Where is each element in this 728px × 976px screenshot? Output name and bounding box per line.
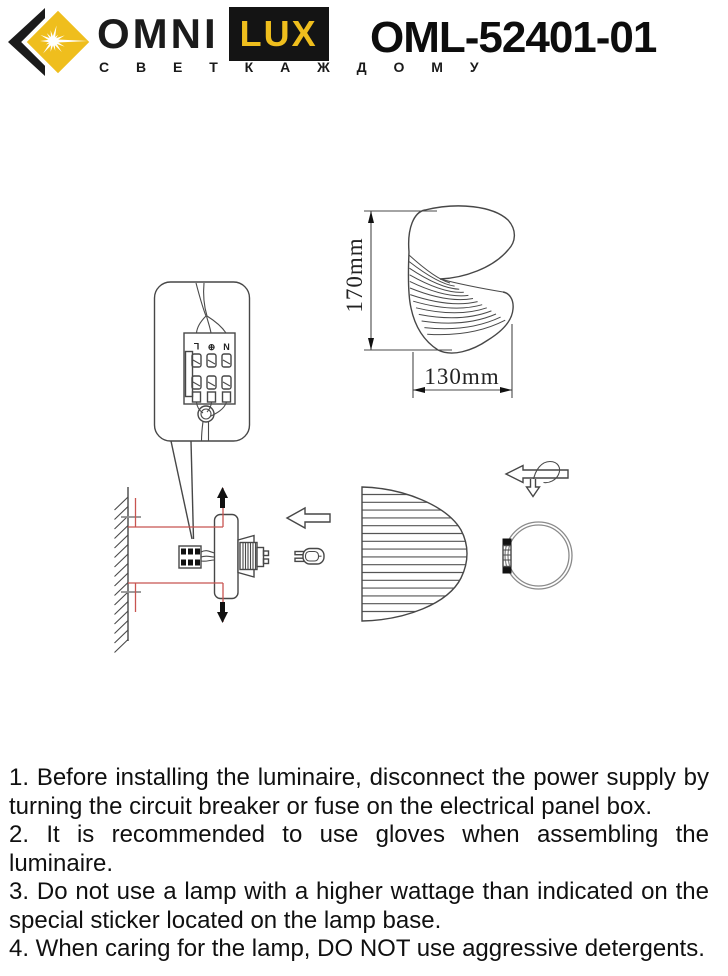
wall-section [115, 487, 142, 653]
omnilux-logo-icon [2, 4, 96, 82]
brand-tagline: С В Е Т К А Ж Д О М У [99, 59, 486, 75]
insert-arrow-icon [287, 508, 330, 528]
brand-word-omni: OMNI [97, 10, 219, 57]
halogen-bulb [295, 549, 324, 565]
alignment-guides [128, 488, 223, 622]
terminal-label-neutral: N [223, 342, 230, 352]
height-dimension [342, 211, 452, 350]
terminal-block-small [179, 546, 215, 568]
shade-ribs [409, 255, 505, 335]
safety-instructions [9, 764, 709, 964]
assembly-diagram [0, 180, 728, 764]
earth-symbol-icon: ⊕ [207, 342, 216, 352]
wall-hatch [115, 497, 129, 653]
width-dimension [413, 324, 512, 398]
instruction-2: 2. It is recommended to use gloves when assembling the luminaire. [9, 821, 709, 877]
twist-arrow-icon [506, 462, 568, 497]
instruction-1: 1. Before installing the luminaire, disconnect the power supply by turning the circuit breaker or fuse on the electrical panel box. [9, 764, 709, 820]
instruction-4: 4. When caring for the lamp, DO NOT use aggressive detergents. [9, 935, 705, 962]
instruction-3: 3. Do not use a lamp with a higher wattage than indicated on the special sticker located on the lamp base. [9, 878, 709, 934]
terminal-label-live: L [193, 341, 200, 351]
model-number: OML-52401-01 [370, 13, 657, 62]
mounting-ring [503, 522, 573, 589]
header [0, 0, 728, 100]
width-dimension-label: 130mm [424, 364, 500, 389]
shade-stripes [362, 495, 470, 612]
wall-hooks [121, 517, 141, 592]
brand-lux-box [229, 7, 329, 61]
lamp-socket [238, 536, 269, 578]
height-dimension-label: 170mm [342, 237, 367, 313]
shade-dimension-drawing [342, 206, 514, 398]
brand-line [97, 8, 329, 60]
shade-side-view [362, 487, 470, 621]
wiring-callout-balloon [155, 282, 250, 539]
brand-word-lux: LUX [239, 13, 318, 54]
